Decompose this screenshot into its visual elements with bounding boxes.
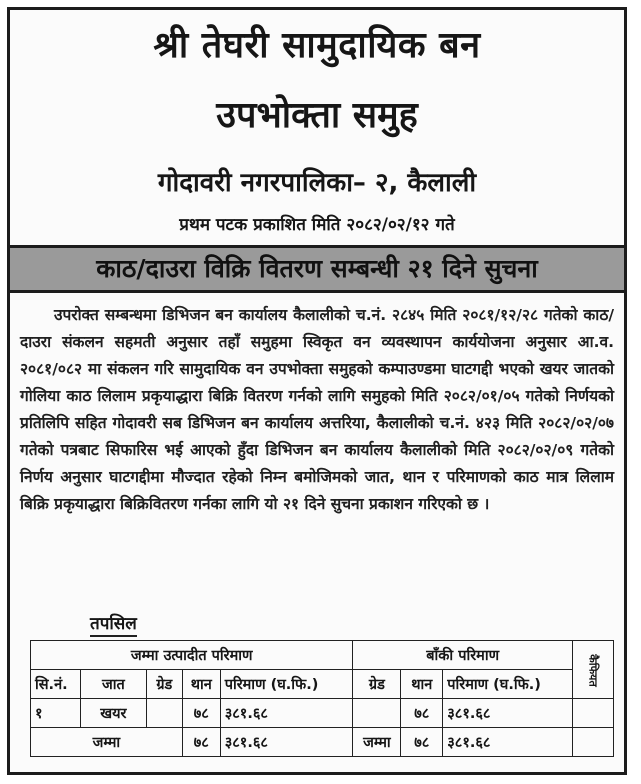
committee-title: श्री तेघरी सामुदायिक बन [153, 25, 481, 66]
col-header-species: जात [80, 670, 146, 699]
cell-grade [146, 699, 182, 728]
total-count: ७८ [182, 728, 220, 757]
cell-sn: १ [31, 699, 81, 728]
table-group-header-row [31, 641, 614, 670]
col-header-grade: ग्रेड [146, 670, 182, 699]
table-total-row [31, 728, 614, 757]
tapasil-label: तपसिल [90, 613, 137, 637]
cell-grade-remaining [353, 699, 401, 728]
notice-body: उपरोक्त सम्बन्धमा डिभिजन बन कार्यालय कैलालीको च.नं. २८४५ मिति २०८१/१२/२८ गतेको काठ/दाउरा संकलन सहमती अनुसार तहाँ समुहमा स्विकृत वन व्यवस्थापन कार्ययोजना अनुसार आ.व. २०८१/०८२ मा संकलन गरि सामुदायिक वन उपभोक्ता समुहको कम्पाउण्डमा घाटगद्दी भएको खयर जातको गोलिया काठ लिलाम प्रकृयाद्धारा बिक्रि वितरण गर्नको लागि समुहको मिति २०८२/०१/०५ गतेको निर्णयको प्रतिलिपि सहित गोदावरी सब डिभिजन बन कार्यालय अत्तरिया, कैलालीको च.नं. ४२३ मिति २०८२/०२/०७ गतेको पत्रबाट सिफारिस भई आएको हुँदा डिभिजन बन कार्यालय कैलालीको मिति २०८२/०२/०९ गतेको निर्णय अनुसार घाटगद्दीमा मौज्दात रहेको निम्न बमोजिमको जात, थान र परिमाणको काठ मात्र लिलाम बिक्रि प्रकृयाद्धारा बिक्रिवितरण गर्नका लागि यो २१ दिने सुचना प्रकाशन गरिएको छ । [20, 306, 614, 513]
cell-volume-remaining: ३८१.६८ [443, 699, 573, 728]
cell-species: खयर [80, 699, 146, 728]
col-header-sn: सि.नं. [31, 670, 81, 699]
remarks-label: कैफियत [586, 653, 600, 687]
total-label-remaining: जम्मा [353, 728, 401, 757]
produced-quantity-header: जम्मा उत्पादीत परिमाण [31, 641, 353, 670]
notice-heading: काठ/दाउरा विक्रि वितरण सम्बन्धी २१ दिने सुचना [10, 245, 624, 293]
address-line: गोदावरी नगरपालिका– २, कैलाली [157, 168, 477, 198]
details-table [30, 640, 614, 757]
publish-date: प्रथम पटक प्रकाशित मिति २०८२/०२/१२ गते [179, 215, 455, 235]
col-header-volume-remaining: परिमाण (घ.फि.) [443, 670, 573, 699]
table-row [31, 699, 614, 728]
cell-remarks [572, 699, 613, 728]
cell-volume: ३८१.६८ [220, 699, 353, 728]
col-header-volume: परिमाण (घ.फि.) [220, 670, 353, 699]
table-column-header-row [31, 670, 614, 699]
committee-subtitle: उपभोक्ता समुह [216, 95, 418, 136]
cell-count-remaining: ७८ [401, 699, 443, 728]
remaining-quantity-header: बाँकी परिमाण [353, 641, 573, 670]
total-remarks [572, 728, 613, 757]
col-header-count-remaining: थान [401, 670, 443, 699]
remarks-header [572, 641, 613, 699]
total-label: जम्मा [31, 728, 183, 757]
col-header-count: थान [182, 670, 220, 699]
cell-count: ७८ [182, 699, 220, 728]
total-volume: ३८१.६८ [220, 728, 353, 757]
total-volume-remaining: ३८१.६८ [443, 728, 573, 757]
col-header-grade-remaining: ग्रेड [353, 670, 401, 699]
total-count-remaining: ७८ [401, 728, 443, 757]
notice-frame [7, 7, 627, 775]
